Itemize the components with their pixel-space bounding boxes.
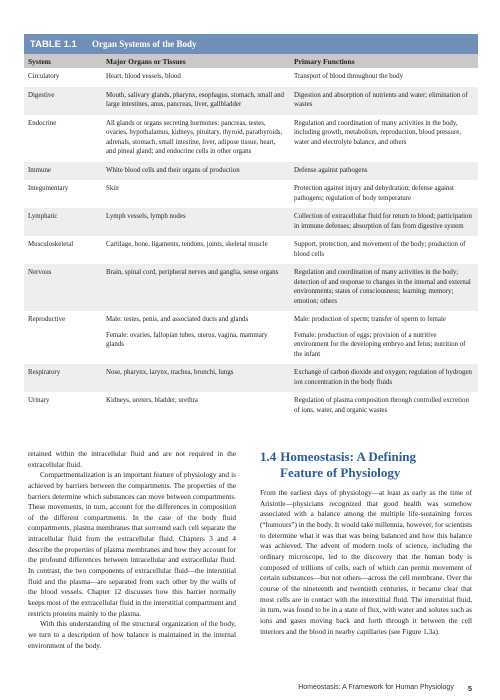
table-row <box>24 87 478 115</box>
table-header-bar <box>24 34 478 54</box>
cell-system: Circulatory <box>28 73 60 80</box>
cell-text: Regulation and coordination of many activities in the body; detection of and response to changes in the internal and external environments; states of consciousness; learning; memory; emotion; others <box>294 269 471 305</box>
cell-text: Cartilage, bone, ligaments, tendons, joints, skeletal muscle <box>106 241 268 249</box>
cell-text: Mouth, salivary glands, pharynx, esophagus, stomach, small and large intestines, anus, pancreas, liver, gallbladder <box>106 91 284 109</box>
table-row <box>24 208 478 236</box>
cell-system: Immune <box>28 166 51 174</box>
table-row <box>24 364 478 392</box>
cell-functions <box>294 368 478 387</box>
cell-system: Respiratory <box>28 369 61 377</box>
cell-text: Male: production of sperm; transfer of sperm to female <box>294 316 446 324</box>
cell-system: Reproductive <box>28 316 66 324</box>
table-row <box>24 311 478 364</box>
cell-system: Digestive <box>28 91 55 99</box>
cell-organs <box>106 119 294 157</box>
cell-functions <box>294 166 478 176</box>
column-header-functions: Primary Functions <box>294 56 355 66</box>
cell-system: Musculoskeletal <box>28 241 74 249</box>
section-title-line2: Feature of Physiology <box>280 464 401 480</box>
cell-system: Nervous <box>28 269 52 277</box>
cell-organs <box>106 212 294 231</box>
cell-text: Female: ovaries, fallopian tubes, uterus, vagina, mammary glands <box>106 331 268 349</box>
cell-text: Collection of extracellular fluid for return to blood; participation in immune defenses; absorption of fats from digestive system <box>294 213 472 230</box>
cell-system: Integumentary <box>28 185 69 193</box>
cell-text: Transport of blood throughout the body <box>294 73 404 80</box>
section-number: 1.4 <box>260 449 277 464</box>
cell-organs <box>106 268 294 306</box>
right-text-column <box>260 449 472 637</box>
paragraph: With this understanding of the structural organization of the body, we turn to a description of how balance is maintained in the internal environment of the body. <box>28 619 236 650</box>
cell-functions <box>294 91 478 110</box>
table-row <box>24 264 478 311</box>
cell-functions <box>294 212 478 231</box>
cell-functions <box>294 119 478 157</box>
cell-text: All glands or organs secreting hormones: pancreas, testes, ovaries, hypothalamus, kidneys, pituitary, thyroid, parathyroids, adrenals, stomach, small intestine, liver, adipose tissue, heart, and pineal gland; and endocrine cells in other organs <box>106 119 283 156</box>
cell-organs <box>106 240 294 259</box>
cell-organs <box>106 368 294 387</box>
left-text-column <box>28 449 236 651</box>
paragraph: retained within the intracellular fluid and are not required in the extracellular fluid. <box>28 449 236 469</box>
cell-text: Regulation and coordination of many activities in the body, including growth, metabolism, reproduction, blood pressure, water and electrolyte balance, and others <box>294 119 462 146</box>
table-row <box>24 115 478 162</box>
cell-functions <box>294 184 478 203</box>
cell-text: Protection against injury and dehydration; defense against pathogens; regulation of body temperature <box>294 185 454 202</box>
column-header-organs: Major Organs or Tissues <box>106 56 186 66</box>
cell-organs <box>106 72 294 82</box>
cell-text: Digestion and absorption of nutrients and water; elimination of wastes <box>294 91 468 109</box>
cell-text: Kidneys, ureters, bladder, urethra <box>106 397 198 405</box>
cell-text: Skin <box>106 185 119 193</box>
table-row <box>24 68 478 87</box>
section-heading <box>260 449 472 480</box>
cell-text: Brain, spinal cord, peripheral nerves and ganglia, sense organs <box>106 269 279 277</box>
cell-functions <box>294 396 478 415</box>
table-column-headers <box>24 54 478 68</box>
section-title-line1: Homeostasis: A Defining <box>280 449 417 464</box>
cell-system: Urinary <box>28 397 50 405</box>
cell-text: Support, protection, and movement of the body; production of blood cells <box>294 241 466 258</box>
paragraph: Compartmentalization is an important feature of physiology and is achieved by barriers between the compartments. The properties of the barriers determine which substances can move between compartments. These movements, in turn, account for the differences in composition of the different compartments. In the case of the body fluid compartments, plasma membranes that surround each cell separate the intracellular fluid from the extracellular fluid. Chapters 3 and 4 describe the properties of plasma membranes and how they account for the profound differences between intracellular and extracellular fluid. In contrast, the two components of extracellular fluid—the interstitial fluid and the plasma—are separated from each other by the walls of the blood vessels. Chapter 12 discusses how this barrier normally keeps most of the extracellular fluid in the interstitial compartment and restricts proteins mainly to the plasma. <box>28 470 236 618</box>
table-title: Organ Systems of the Body <box>92 39 197 49</box>
cell-functions <box>294 240 478 259</box>
cell-organs <box>106 184 294 203</box>
cell-organs <box>106 396 294 415</box>
cell-system: Lymphatic <box>28 213 58 221</box>
cell-functions <box>294 268 478 306</box>
table-body <box>24 68 478 420</box>
organ-systems-table <box>24 34 478 420</box>
running-title: Homeostasis: A Framework for Human Physiology <box>298 684 454 691</box>
page-footer <box>280 684 472 693</box>
cell-text: White blood cells and their organs of production <box>106 166 240 174</box>
cell-text: Nose, pharynx, larynx, trachea, bronchi, lungs <box>106 369 234 377</box>
cell-organs <box>106 315 294 359</box>
cell-text: Lymph vessels, lymph nodes <box>106 213 186 221</box>
cell-text: Defense against pathogens <box>294 166 368 174</box>
table-number: TABLE 1.1 <box>30 38 77 50</box>
cell-text: Exchange of carbon dioxide and oxygen; regulation of hydrogen ion concentration in the body fluids <box>294 369 472 386</box>
table-row <box>24 236 478 264</box>
cell-text: Female: production of eggs; provision of a nutritive environment for the developing embryo and fetus; nutrition of the infant <box>294 331 466 358</box>
cell-text: Male: testes, penis, and associated ducts and glands <box>106 316 249 324</box>
cell-organs <box>106 166 294 176</box>
table-row <box>24 180 478 208</box>
cell-system: Endocrine <box>28 119 57 127</box>
cell-text: Heart, blood vessels, blood <box>106 73 181 80</box>
page-number: 5 <box>467 684 472 693</box>
paragraph: From the earliest days of physiology—at least as early as the time of Aristotle—physicians recognized that good health was somehow associated with a balance among the multiple life-sustaining forces (“humours”) in the body. It would take millennia, however, for scientists to determine what it was that was being balanced and how this balance was achieved. The advent of modern tools of science, including the ordinary microscope, led to the discovery that the human body is composed of trillions of cells, each of which can permit movement of certain substances—but not others—across the cell membrane. Over the course of the nineteenth and twentieth centuries, it became clear that most cells are in contact with the interstitial fluid. The interstitial fluid, in turn, was found to be in a state of flux, with water and solutes such as ions and gases moving back and forth through it between the cell interiors and the blood in nearby capillaries (see Figure 1.3a). <box>260 488 472 636</box>
cell-functions <box>294 72 478 82</box>
table-row <box>24 392 478 420</box>
cell-functions <box>294 315 478 359</box>
cell-text: Regulation of plasma composition through controlled excretion of ions, water, and organic wastes <box>294 397 469 414</box>
cell-organs <box>106 91 294 110</box>
column-header-system: System <box>28 56 51 66</box>
table-row <box>24 162 478 181</box>
